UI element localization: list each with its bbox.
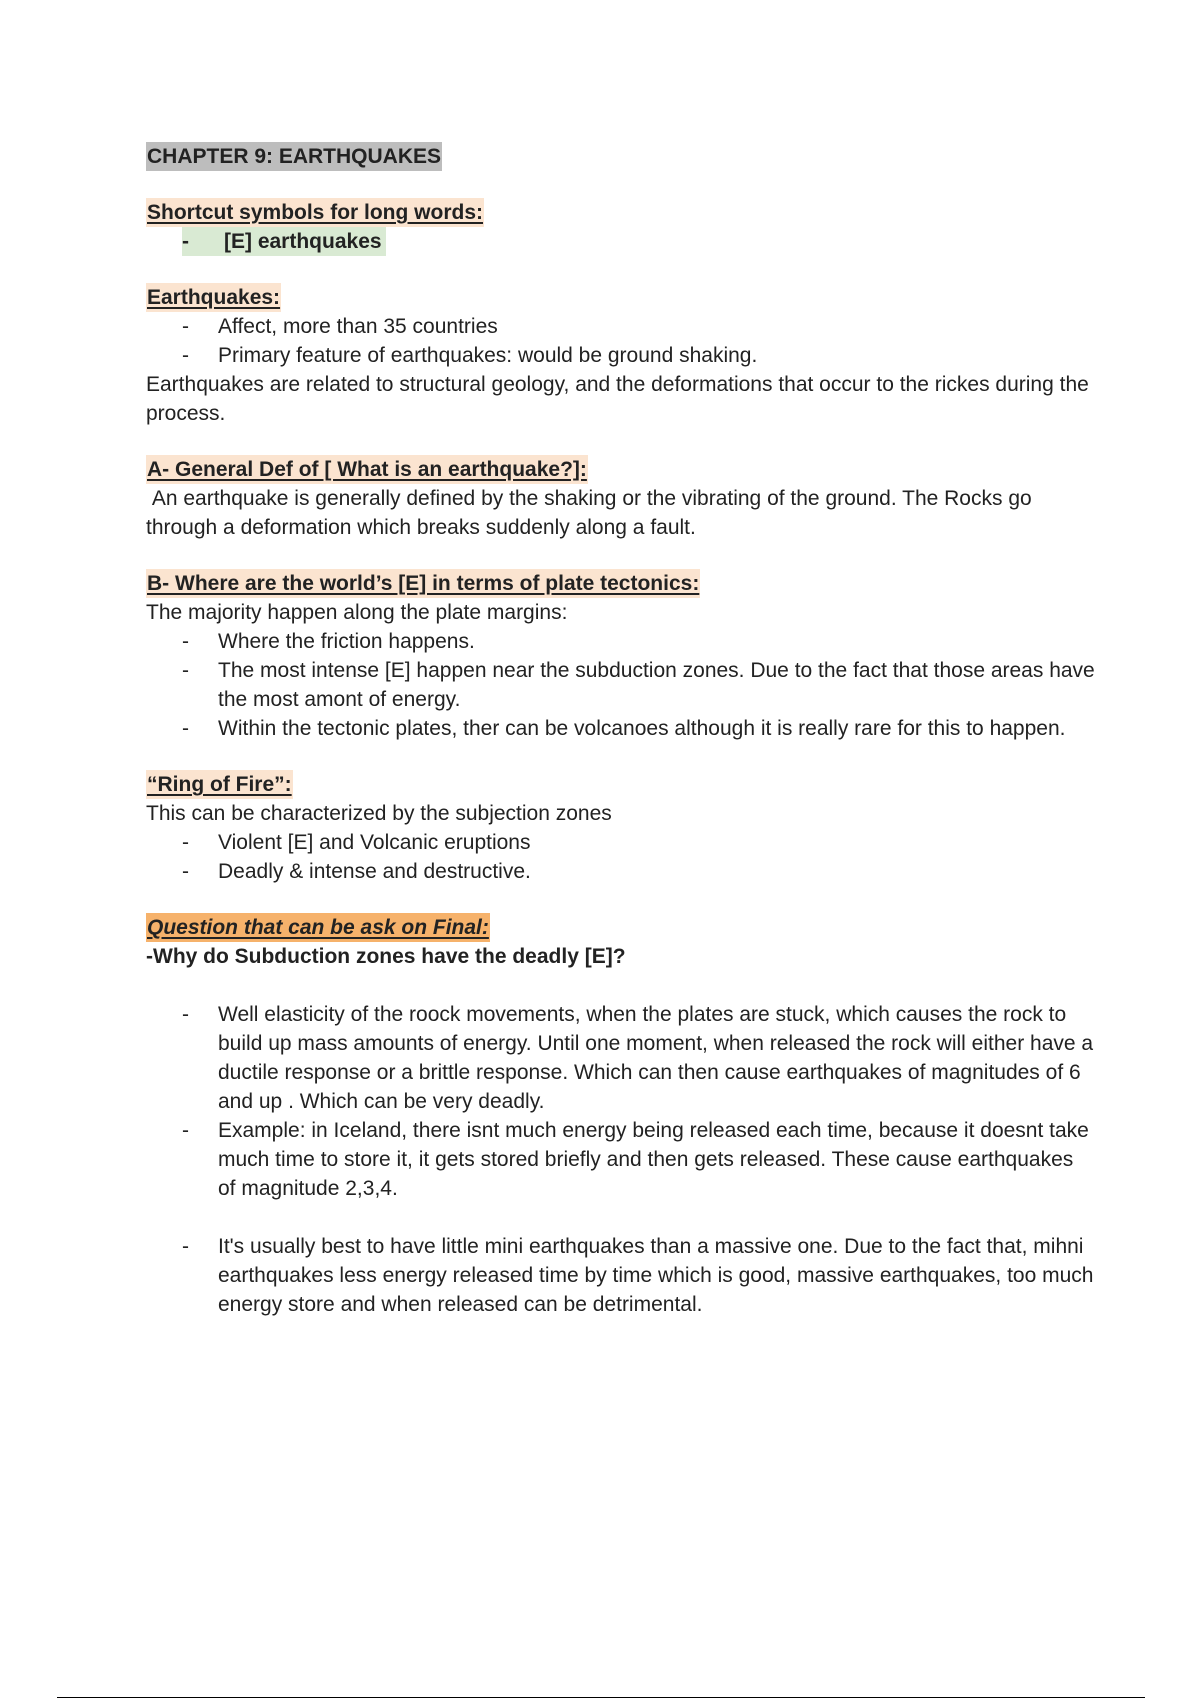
earthquakes-paragraph: Earthquakes are related to structural geology, and the deformations that occur to the rickes during the process. <box>146 373 1089 425</box>
list-item <box>146 627 1096 656</box>
bullet-dash: - <box>182 659 189 682</box>
list-item-text: Well elasticity of the roock movements, when the plates are stuck, which causes the rock to build up mass amounts of energy. Until one moment, when released the rock will either have a ductile response or a brittle response. Which can then cause earthquakes of magnitudes of 6 and up . Which can be very deadly. <box>218 1003 1094 1113</box>
earthquakes-section <box>146 283 1096 428</box>
bullet-dash: - <box>182 860 189 883</box>
bullet-dash: - <box>182 1235 189 1258</box>
ring-of-fire-section <box>146 770 1096 886</box>
list-item-text: Where the friction happens. <box>218 630 475 653</box>
question-final-list <box>146 1232 1096 1319</box>
bullet-dash: - <box>182 831 189 854</box>
shortcut-item <box>182 227 386 256</box>
earthquakes-heading: Earthquakes: <box>146 283 281 312</box>
spacer <box>146 971 1096 1000</box>
list-item <box>146 1000 1096 1116</box>
bullet-dash: - <box>182 717 189 740</box>
bullet-dash: - <box>182 230 189 253</box>
list-item-text: Affect, more than 35 countries <box>218 315 498 338</box>
chapter-title: CHAPTER 9: EARTHQUAKES <box>146 142 442 171</box>
bullet-dash: - <box>182 344 189 367</box>
question-heading: Question that can be ask on Final: <box>146 913 490 942</box>
spacer <box>146 1203 1096 1232</box>
list-item <box>146 656 1096 714</box>
document-page <box>146 142 1096 1319</box>
shortcut-item-text: [E] earthquakes <box>224 230 382 253</box>
list-item <box>146 341 1096 370</box>
shortcut-section <box>146 198 1096 256</box>
list-item-text: It's usually best to have little mini earthquakes than a massive one. Due to the fact that, mihni earthquakes less energy released time by time which is good, massive earthquakes, too much energy store and when released can be detrimental. <box>218 1235 1094 1316</box>
section-b <box>146 569 1096 743</box>
section-a-paragraph: An earthquake is generally defined by the shaking or the vibrating of the ground. The Rocks go through a deformation which breaks suddenly along a fault. <box>146 487 1038 539</box>
section-b-list <box>146 627 1096 743</box>
page-bottom-rule <box>57 1697 1145 1698</box>
question-list <box>146 1000 1096 1203</box>
list-item-text: Primary feature of earthquakes: would be ground shaking. <box>218 344 758 367</box>
section-a-heading: A- General Def of [ What is an earthquake?]: <box>146 455 588 484</box>
bullet-dash: - <box>182 1119 189 1142</box>
list-item <box>146 1232 1096 1319</box>
list-item-text: The most intense [E] happen near the subduction zones. Due to the fact that those areas have the most amont of energy. <box>218 659 1095 711</box>
section-b-heading: B- Where are the world’s [E] in terms of plate tectonics: <box>146 569 700 598</box>
list-item-text: Within the tectonic plates, ther can be volcanoes although it is really rare for this to happen. <box>218 717 1066 740</box>
section-b-intro: The majority happen along the plate margins: <box>146 601 568 624</box>
list-item <box>146 1116 1096 1203</box>
list-item <box>146 857 1096 886</box>
bullet-dash: - <box>182 1003 189 1026</box>
list-item <box>146 828 1096 857</box>
bullet-dash: - <box>182 315 189 338</box>
ring-of-fire-intro: This can be characterized by the subjection zones <box>146 802 612 825</box>
question-text: -Why do Subduction zones have the deadly [E]? <box>146 945 626 968</box>
list-item-text: Violent [E] and Volcanic eruptions <box>218 831 531 854</box>
earthquakes-list <box>146 312 1096 370</box>
question-section <box>146 913 1096 1319</box>
bullet-dash: - <box>182 630 189 653</box>
list-item-text: Deadly & intense and destructive. <box>218 860 531 883</box>
list-item <box>146 312 1096 341</box>
list-item <box>146 714 1096 743</box>
section-a <box>146 455 1096 542</box>
ring-of-fire-heading: “Ring of Fire”: <box>146 770 293 799</box>
list-item-text: Example: in Iceland, there isnt much energy being released each time, because it doesnt take much time to store it, it gets stored briefly and then gets released. These cause earthquakes of magnitude 2,3,4. <box>218 1119 1089 1200</box>
ring-of-fire-list <box>146 828 1096 886</box>
shortcut-heading: Shortcut symbols for long words: <box>146 198 484 227</box>
